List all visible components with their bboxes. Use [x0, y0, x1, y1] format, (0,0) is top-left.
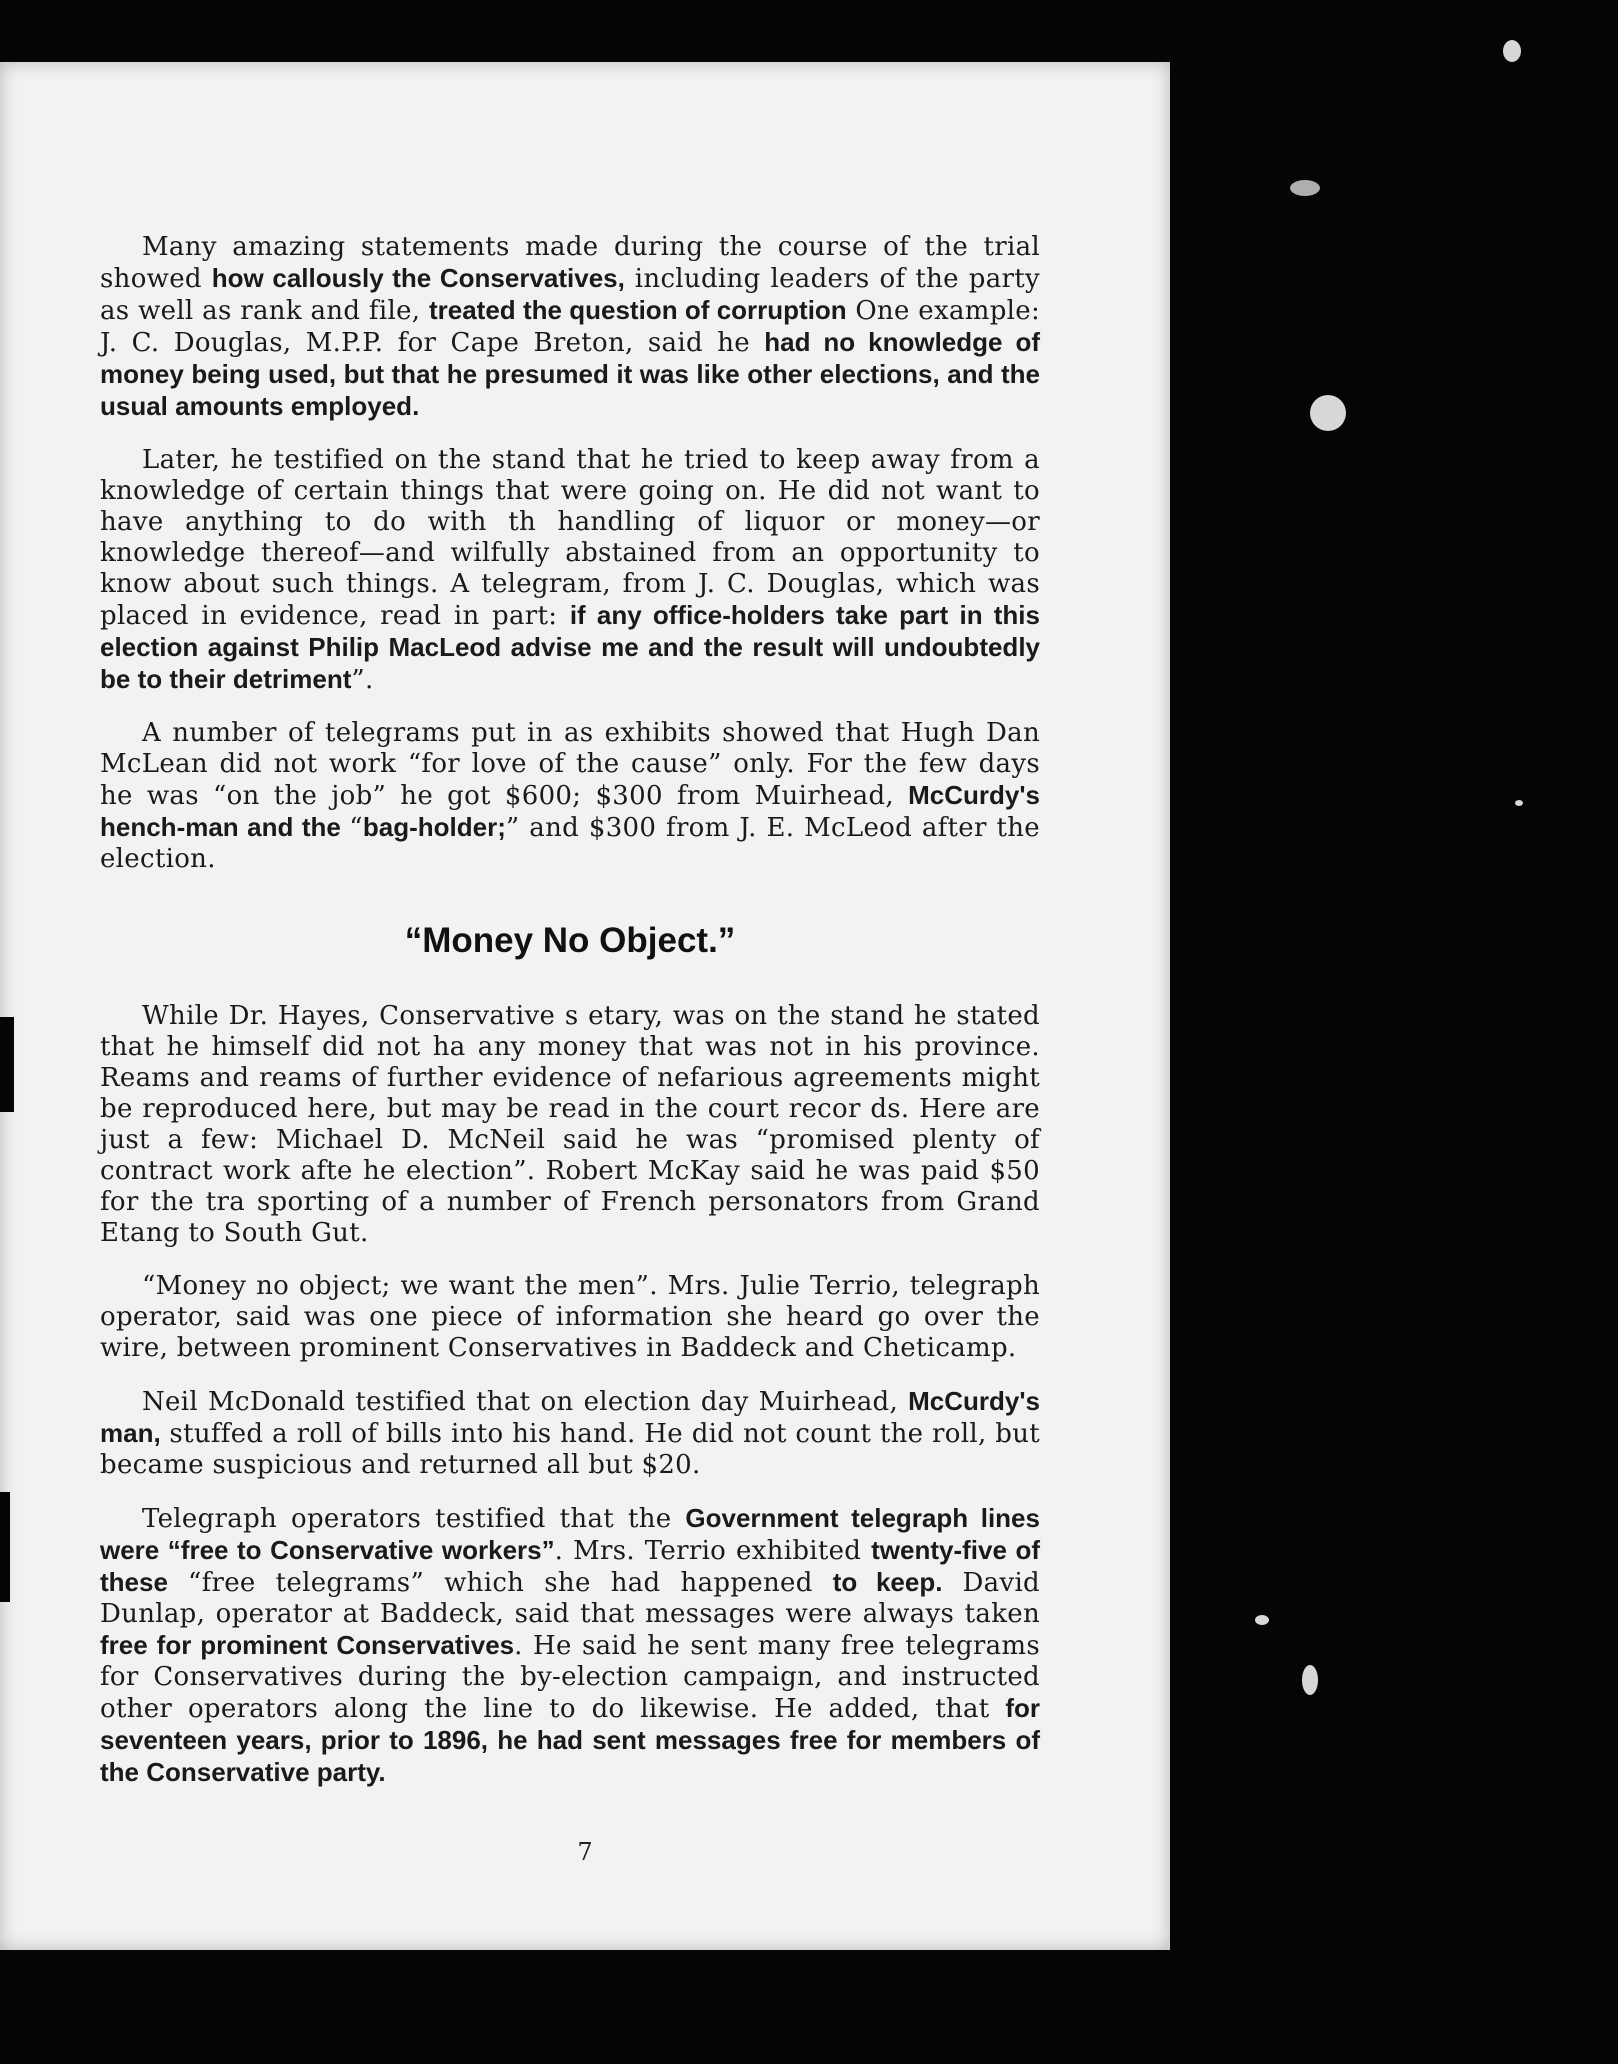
bold-text: McCurdy's hench-man and the	[100, 780, 1040, 842]
document-page	[0, 62, 1170, 1950]
text-run: David Dunlap, operator at Baddeck, said that messages were always taken	[100, 1568, 1041, 1629]
text-run: Later, he testified on the stand that he tried to keep away from a knowledge of certain things that were going on. He did not want to have anything to do with th handling of liquor or money—or knowledge thereof—and wilfully abstained from an opportunity to know about such things. A telegram, from J. C. Douglas, which was placed in evidence, read in part:	[100, 445, 1040, 631]
paragraph	[100, 1001, 1040, 1249]
bold-text: had no knowledge of money being used, but that he presumed it was like other elections, and the usual amounts employed.	[100, 327, 1040, 421]
text-run: including leaders of the party as well as rank and file,	[100, 264, 1040, 326]
paragraph	[100, 1386, 1040, 1481]
paragraph	[100, 718, 1040, 875]
page-edge-damage	[0, 1017, 14, 1112]
section-heading: “Money No Object.”	[404, 921, 736, 960]
scan-speck	[1302, 1665, 1318, 1695]
article-body	[100, 232, 1040, 1811]
text-run: . He said he sent many free telegrams for Conservatives during the by-election campaign, and instructed other operators along the line to do likewise. He added, that	[100, 1631, 1041, 1724]
scan-speck	[1515, 800, 1523, 806]
bold-text: free for prominent Conservatives	[100, 1630, 515, 1660]
text-run: A number of telegrams put in as exhibits showed that Hugh Dan McLean did not work “for love of the cause” only. For the few days he was “on the job” he got $600; $300 from Muirhead,	[100, 718, 1040, 811]
text-run: One example: J. C. Douglas, M.P.P. for Cape Breton, said he	[100, 296, 1041, 358]
text-run: Telegraph operators testified that the	[142, 1504, 686, 1534]
text-run: “free telegrams” which she had happened	[167, 1568, 833, 1598]
bold-text: for seventeen years, prior to 1896, he had sent messages free for members of the Conservative party.	[100, 1693, 1040, 1787]
paragraph	[100, 1271, 1040, 1364]
paragraphs-before-heading	[100, 232, 1040, 875]
bold-text: McCurdy's man,	[100, 1386, 1040, 1448]
bold-text: treated the question of corruption	[428, 295, 847, 325]
bold-text: how callously the Conservatives,	[211, 263, 625, 293]
bold-text: to keep.	[832, 1567, 943, 1597]
paragraph	[100, 445, 1040, 696]
bold-text: Government telegraph lines were “free to Conservative workers”	[100, 1503, 1040, 1565]
text-run: ”.	[351, 665, 374, 695]
paragraph	[100, 1503, 1040, 1789]
page-number: 7	[577, 1838, 593, 1866]
text-run: “Money no object; we want the men”. Mrs. Julie Terrio, telegraph operator, said was one piece of information she heard go over the wire, between prominent Conservatives in Baddeck and Cheticamp.	[100, 1271, 1040, 1363]
text-run: ” and $300 from J. E. McLeod after the election.	[100, 813, 1040, 874]
text-run: . Mrs. Terrio exhibited	[554, 1536, 872, 1566]
scan-speck	[1290, 180, 1320, 196]
text-run: While Dr. Hayes, Conservative s etary, was on the stand he stated that he himself did not ha any money that was not in his province. Reams and reams of further evidence of nefarious agreements might be reproduced here, but may be read in the court recor ds. Here are just a few: Michael D. McNeil said he was “promised plenty of contract work afte he election”. Robert McKay said he was paid $50 for the tra sporting of a number of French personators from Grand Etang to South Gut.	[100, 1001, 1040, 1248]
paragraphs-after-heading	[100, 1001, 1040, 1789]
page-edge-damage	[0, 1492, 10, 1602]
bold-text: if any office-holders take part in this election against Philip MacLeod advise me and the result will undoubtedly be to their detriment	[100, 600, 1040, 694]
text-run: “	[349, 813, 363, 843]
text-run: Many amazing statements made during the course of the trial showed	[100, 232, 1040, 294]
text-run: Neil McDonald testified that on election day Muirhead,	[142, 1387, 909, 1417]
text-run: stuffed a roll of bills into his hand. He did not count the roll, but became suspicious and returned all but $20.	[100, 1419, 1040, 1480]
scan-speck	[1255, 1615, 1269, 1625]
bold-text: bag-holder;	[362, 812, 506, 842]
paragraph	[100, 232, 1040, 423]
scan-speck	[1310, 395, 1346, 431]
scan-speck	[1503, 40, 1521, 62]
bold-text: twenty-five of these	[100, 1535, 1040, 1597]
